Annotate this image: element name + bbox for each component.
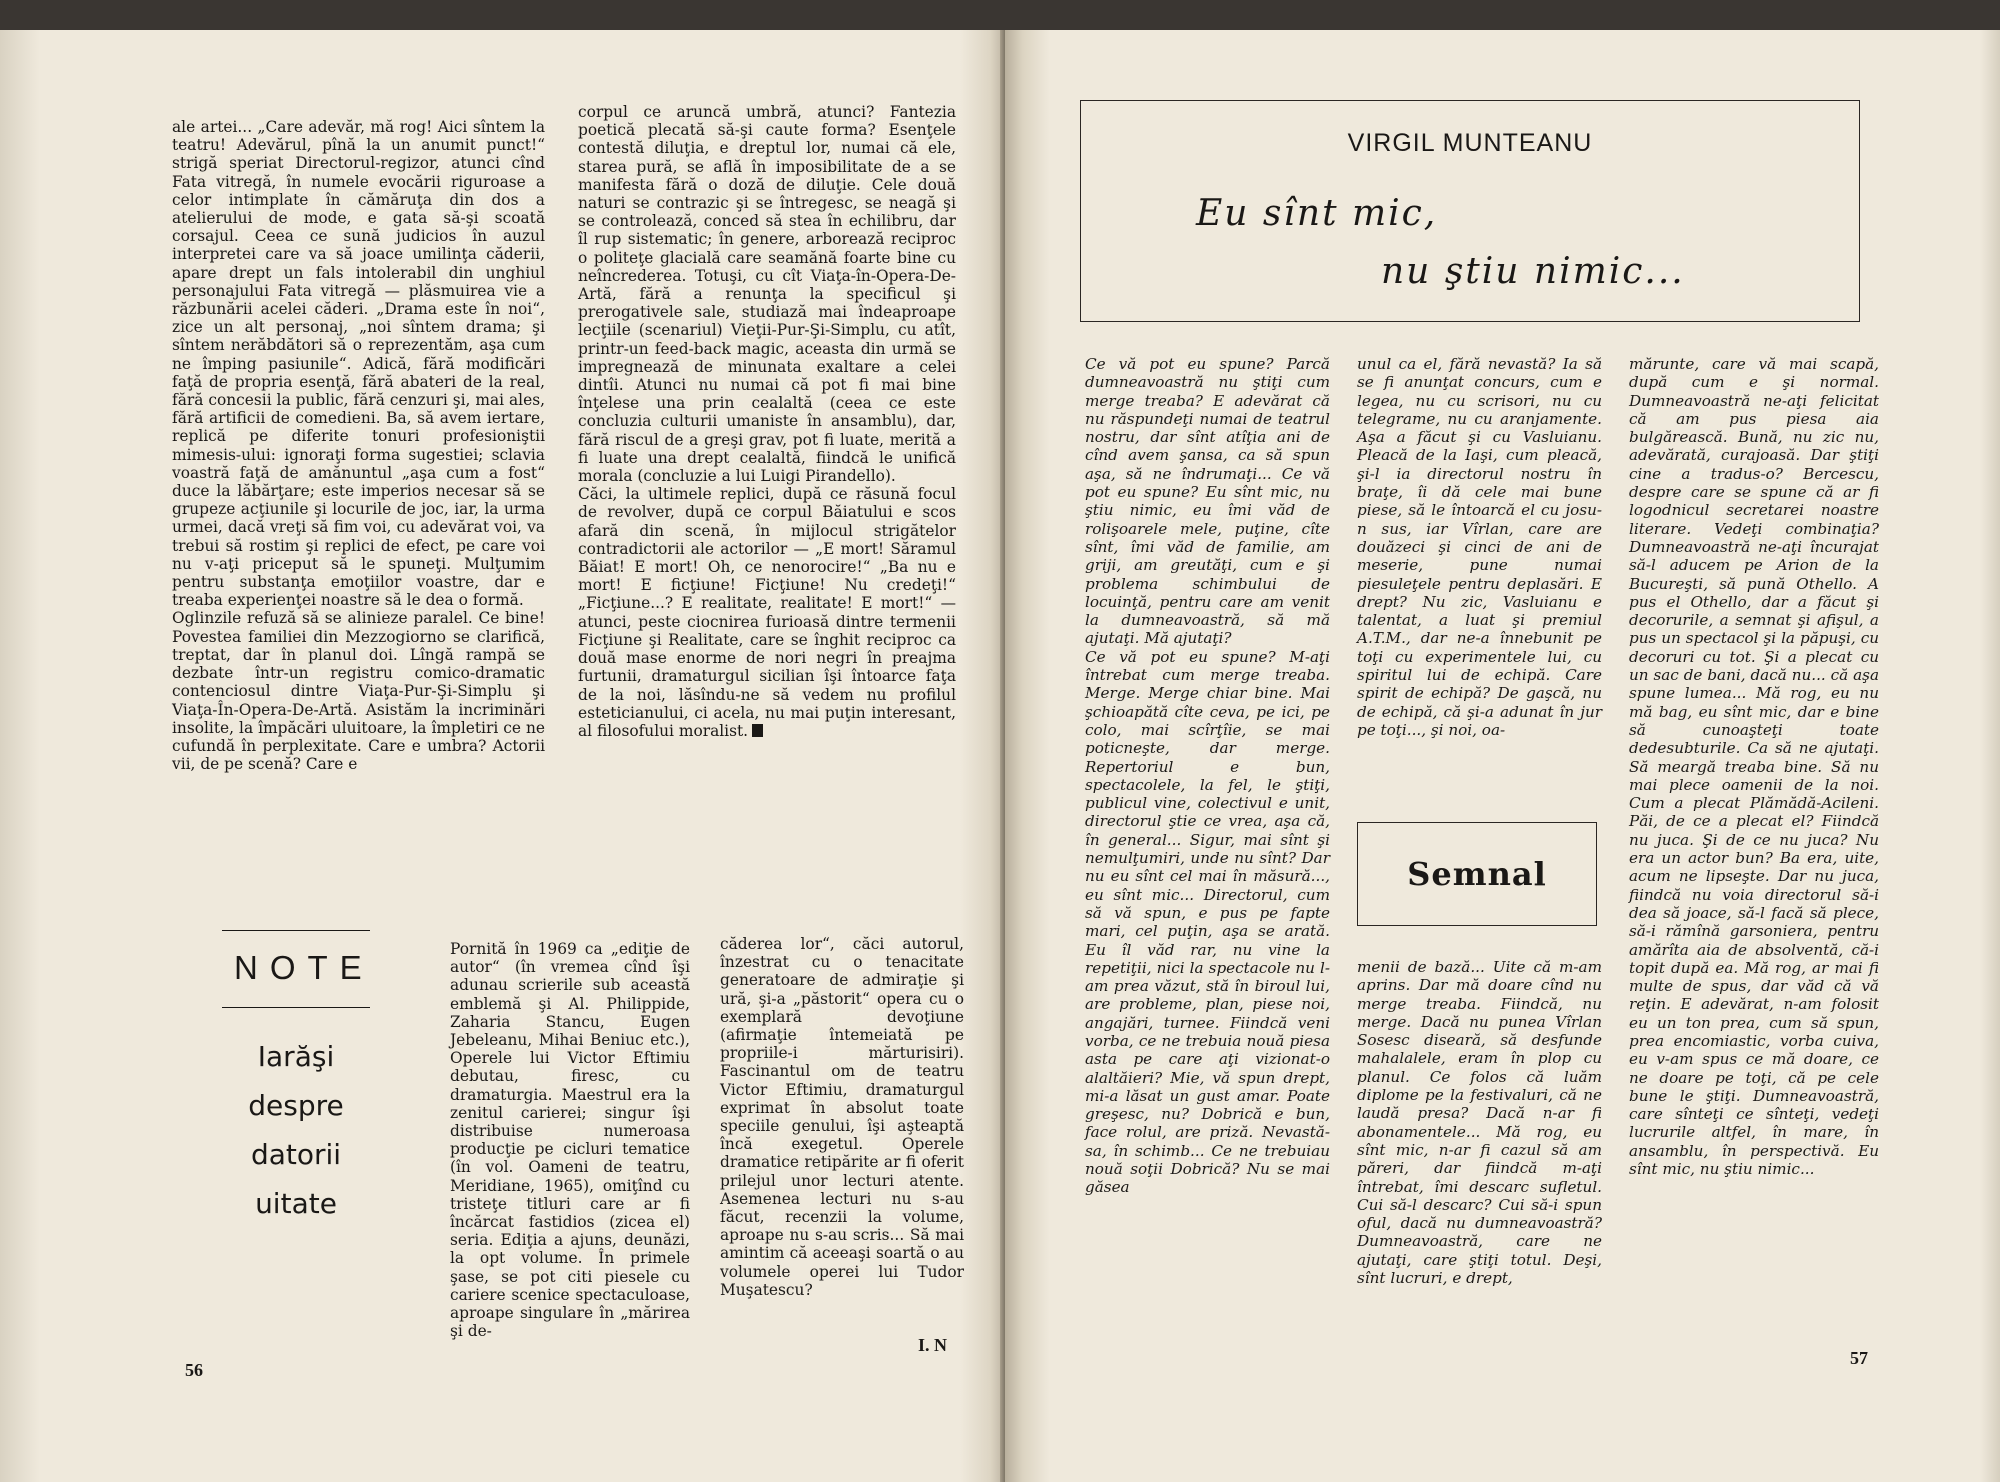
- end-mark-icon: [752, 724, 763, 737]
- author-name: VIRGIL MUNTEANU: [1347, 129, 1593, 157]
- note-column-2: căderea lor“, căci autorul, înzestrat cu o tenacitate generatoare de admiraţie şi ură, şi-a „păstorit“ opera cu o exemplară devoţiune (afirmaţie întemeiată pe propriile-i mărturisiri). Fascinantul om de teatru Victor Eftimiu, dramaturgul exprimat în absolut toate speciile genului, îşi aşteaptă încă exegetul. Operele dramatice retipărite ar fi oferit prilejul unor lecturi atente. Asemenea lecturi nu s-au făcut, recenzii la volume, aproape nu s-au scris... Să mai amintim că aceeaşi soartă o au volumele operei lui Tudor Muşatescu?: [720, 935, 964, 1299]
- page-number-right: 57: [1850, 1348, 1868, 1368]
- page-number-left: 56: [185, 1360, 203, 1380]
- story-column-2-top: unul ca el, fără nevastă? Ia să se fi anunţat concurs, cum e legea, nu cu scrisori, nu cu telegrame, nu cu aranjamente. Aşa a făcut şi cu Vasluianu. Pleacă de la Iaşi, cum pleacă, şi-l ia directorul nostru în braţe, îi dă cele mai bune piese, să le întoarcă el cu josu-n sus, iar Vîrlan, care are douăzeci şi cinci de ani de meserie, pune numai piesuleţele pentru deplasări. E drept? Nu zic, Vasluianu e talentat, a luat şi premiul A.T.M., dar ne-a înnebunit pe toţi cu experimentele lui, cu spiritul lui de echipă. Care spirit de echipă? De gaşcă, nu de echipă, că şi-a adunat în jur pe toţi..., şi noi, oa-: [1357, 355, 1602, 739]
- essay-column-1: ale artei... „Care adevăr, mă rog! Aici sîntem la teatru! Adevărul, pînă la un anumit punct!“ strigă speriat Directorul-regizor, atunci cînd Fata vitregă, în numele evocării riguroase a celor intimplate în cămăruţa din dos a atelierului de mode, e gata să-şi scoată corsajul. Ceea ce sună judicios în auzul interpretei care va să joace umilinţa căderii, apare drept un fals intolerabil din unghiul personajului Fata vitregă — plăsmuirea vie a răzbunării acelei căderi. „Drama este în noi“, zice un alt personaj, „noi sîntem drama; şi sîntem nerăbdători să o reprezentăm, aşa cum ne împing pasiunile“. Adică, fără modificări faţă de propria esenţă, fără abateri de la real, fără concesii la public, fără cenzuri şi, mai ales, fără artificii de comedieni. Ba, să avem iertare, replică pe diferite tonuri profesioniştii mimesis-ului: ignoraţi forma sugestiei; sclavia voastră faţă de amănuntul „aşa cum a fost“ duce la lăbărţare; este imperios necesar să se grupeze acţiunile şi locurile de joc, iar, la urma urmei, dacă vreţi să fim voi, cu adevărat voi, va trebui să rostim şi replici de efect, pe care voi nu v-aţi priceput să le spuneţi. Mulţumim pentru substanţa emoţiilor voastre, dar e treaba experienţei noastre să le dea o formă. Oglinzile refuză să se alinieze paralel. Ce bine! Povestea familiei din Mezzogiorno se clarifică, treptat, dar în planul doi. Lîngă rampă se dezbate într-un registru comico-dramatic contenciosul dintre Viaţa-Pur-Şi-Simplu şi Viaţa-În-Opera-De-Artă. Asistăm la incriminări insolite, la împăcări uluitoare, la împletiri ce ne cufundă în perplexitate. Care e umbra? Actorii vii, de pe scenă? Care e: [172, 118, 545, 774]
- note-column-1: Pornită în 1969 ca „ediţie de autor“ (în vremea cînd îşi adunau scrierile sub această emblemă şi Al. Philippide, Zaharia Stancu, Eugen Jebeleanu, Mihai Beniuc etc.), Operele lui Victor Eftimiu debutau, firesc, cu dramaturgia. Maestrul era la zenitul carierei; singur îşi distribuise numeroasa producţie pe cicluri tematice (în vol. Oameni de teatru, Meridiane, 1965), omiţînd cu tristeţe titluri care ar fi încărcat fastidios (zicea el) seria. Ediţia a ajuns, deunăzi, la opt volume. În primele şase, se pot citi piesele cu cariere scenice spectaculoase, aproape singulare în „mărirea şi de-: [450, 940, 690, 1341]
- story-title-line-1: Eu sînt mic,: [1196, 193, 1438, 234]
- left-page: [0, 30, 1005, 1482]
- note-heading: NOTE: [234, 949, 374, 986]
- semnal-box: [1357, 822, 1597, 926]
- essay-column-2: [578, 103, 956, 883]
- story-column-3: mărunte, care vă mai scapă, după cum e şi normal. Dumneavoastră ne-aţi felicitat că am pus piesa aia bulgărească. Bună, nu zic nu, adevărată, curajoasă. Dar ştiţi cine a tradus-o? Bercescu, despre care se spune că ar fi logodnicul secretarei noastre literare. Vedeţi combinaţia? Dumneavoastră ne-aţi încurajat să-l aducem pe Arion de la Bucureşti, să pună Othello. A pus el Othello, dar a făcut şi decorurile, a semnat şi afişul, a pus un spectacol şi la păpuşi, cu decoruri cu tot. Şi a plecat cu un sac de bani, dacă nu... că aşa spune lumea... Mă rog, eu nu mă bag, eu sînt mic, dar e bine să cunoaşteţi toate dedesubturile. Ca să ne ajutaţi. Să meargă treaba bine. Să nu mai plece oamenii de la noi. Cum a plecat Plămădă-Acileni. Păi, de ce a plecat el? Fiindcă nu juca. Şi de ce nu juca? Nu era un actor bun? Ba era, uite, acum ne lipseşte. Dar nu juca, fiindcă nu voia directorul să-i dea să joace, să-l facă să plece, să-i rămînă garsoniera, pentru amărîta aia de absolventă, că-i topit după ea. Mă rog, ar mai fi multe de spus, dar văd că vă reţin. E adevărat, n-am folosit eu un ton prea, cum să spun, prea encomiastic, vorba cuiva, eu v-am spus ce mă doare, ce ne doare pe toţi, că pe cele bune le ştiţi. Dumneavoastră, care sînteţi ce sînteţi, vedeţi lucrurile altfel, în mare, în ansamblu, în perspectivă. Eu sînt mic, nu ştiu nimic...: [1629, 355, 1879, 1179]
- story-title-line-2: nu ştiu nimic...: [1381, 251, 1685, 292]
- note-bottom-rule: [222, 1007, 370, 1008]
- note-subtitle: Iarăşi despre datorii uitate: [248, 1040, 344, 1220]
- story-column-1: Ce vă pot eu spune? Parcă dumneavoastră nu ştiţi cum merge treaba? E adevărat că nu răspundeţi numai de teatrul nostru, dar sînt atîţia ani de cînd avem şansa, ca să spun aşa, să ne îndrumaţi... Ce vă pot eu spune? Eu sînt mic, nu ştiu nimic, eu îmi văd de rolişoarele mele, puţine, cîte sînt, îmi văd de familie, am griji, am greutăţi, cum e şi problema schimbului de locuinţă, pentru care am venit la dumneavoastră, să mă ajutaţi. Mă ajutaţi? Ce vă pot eu spune? M-aţi întrebat cum merge treaba. Merge. Merge chiar bine. Mai şchioapătă cîte ceva, pe ici, pe colo, mai scîrţîie, se mai poticneşte, dar merge. Repertoriul e bun, spectacolele, la fel, le ştiţi, publicul vine, colectivul e unit, directorul ştie ce vrea, aşa că, în general... Sigur, mai sînt şi nemulţumiri, unde nu sînt? Dar nu eu sînt cel mai în măsură..., eu sînt mic... Directorul, cum să vă spun, e pus pe fapte mari, cel puţin, aşa se arată. Eu îl văd rar, nu vine la repetiţii, nici la spectacole nu l-am prea văzut, stă în biroul lui, are probleme, plan, piese noi, angajări, turnee. Fiindcă veni vorba, ce ne trebuia nouă piesa asta pe care aţi vizionat-o alaltăieri? Mie, vă spun drept, mi-a lăsat un gust amar. Poate greşesc, nu? Dobrică e bun, face rolul, are priză. Nevastă-sa, în schimb... Ce ne trebuiau nouă soţii Dobrică? Nu se mai găsea: [1085, 355, 1330, 1197]
- story-title-box: [1080, 100, 1860, 322]
- right-page: [1005, 30, 2000, 1482]
- note-section-title: [222, 930, 374, 1228]
- semnal-label: Semnal: [1407, 855, 1547, 893]
- story-column-2-bottom: menii de bază... Uite că m-am aprins. Dar mă doare cînd nu merge treaba. Fiindcă, nu merge. Dacă nu punea Vîrlan Sosesc diseară, să desfunde mahalalele, eram în plop cu planul. Ce folos că luăm diplome pe la festivaluri, că ne laudă presa? Dacă n-ar fi abonamentele... Mă rog, eu sînt mic, n-ar fi cazul să am păreri, dar fiindcă m-aţi întrebat, îmi descarc sufletul. Cui să-l descarc? Cui să-i spun oful, dacă nu dumneavoastră? Dumneavoastră, care ne ajutaţi, care ştiţi totul. Deşi, sînt lucruri, e drept,: [1357, 958, 1602, 1288]
- essay-column-2-text: corpul ce aruncă umbră, atunci? Fantezia poetică plecată să-şi caute forma? Esenţele contestă diluţia, e dreptul lor, numai că ele, starea pură, se află în imposibilitate de a se manifesta fără o doză de diluţie. Cele două naturi se contrazic şi se întregesc, se neagă şi se controlează, conced să stea în echilibru, dar îl rup sistematic; în genere, arborează reciproc o politeţe glacială care seamănă foarte bine cu neîncrederea. Totuşi, cu cît Viaţa-în-Opera-De-Artă, fără a renunţa la specificul şi prerogativele sale, studiază mai îndeaproape lecţiile (scenariul) Vieţii-Pur-Şi-Simplu, cu atît, printr-un feed-back magic, aceasta din urmă se impregnează de minunata exaltare a celei dintîi. Atunci nu numai că pot fi mai bine înţelese una prin cealaltă (ceea ce este concluzia culturii umaniste în ansamblu), dar, fără riscul de a greşi grav, pot fi luate, merită a fi luate una drept cealaltă, fiindcă le unifică morala (concluzie a lui Luigi Pirandello). Căci, la ultimele replici, după ce răsună focul de revolver, după ce corpul Băiatului e scos afară din scenă, în mijlocul strigătelor contradictorii ale actorilor — „E mort! Săramul Băiat! E mort! Oh, ce nenorocire!“ „Ba nu e mort! E ficţiune! Ficţiune! Nu credeţi!“ „Ficţiune...? E realitate, realitate! E mort!“ — atunci, peste ciocnirea furioasă dintre termenii Ficţiune şi Realitate, care se înghit reciproc ca două mase enorme de nori negri în preajma furtunii, dramaturgul sicilian îşi întoarce faţa de la noi, lăsîndu-ne să vedem nu profilul esteticianului, ci acela, nu mai puţin interesant, al filosofului moralist.: [578, 103, 956, 740]
- note-signature: I. N: [918, 1335, 948, 1355]
